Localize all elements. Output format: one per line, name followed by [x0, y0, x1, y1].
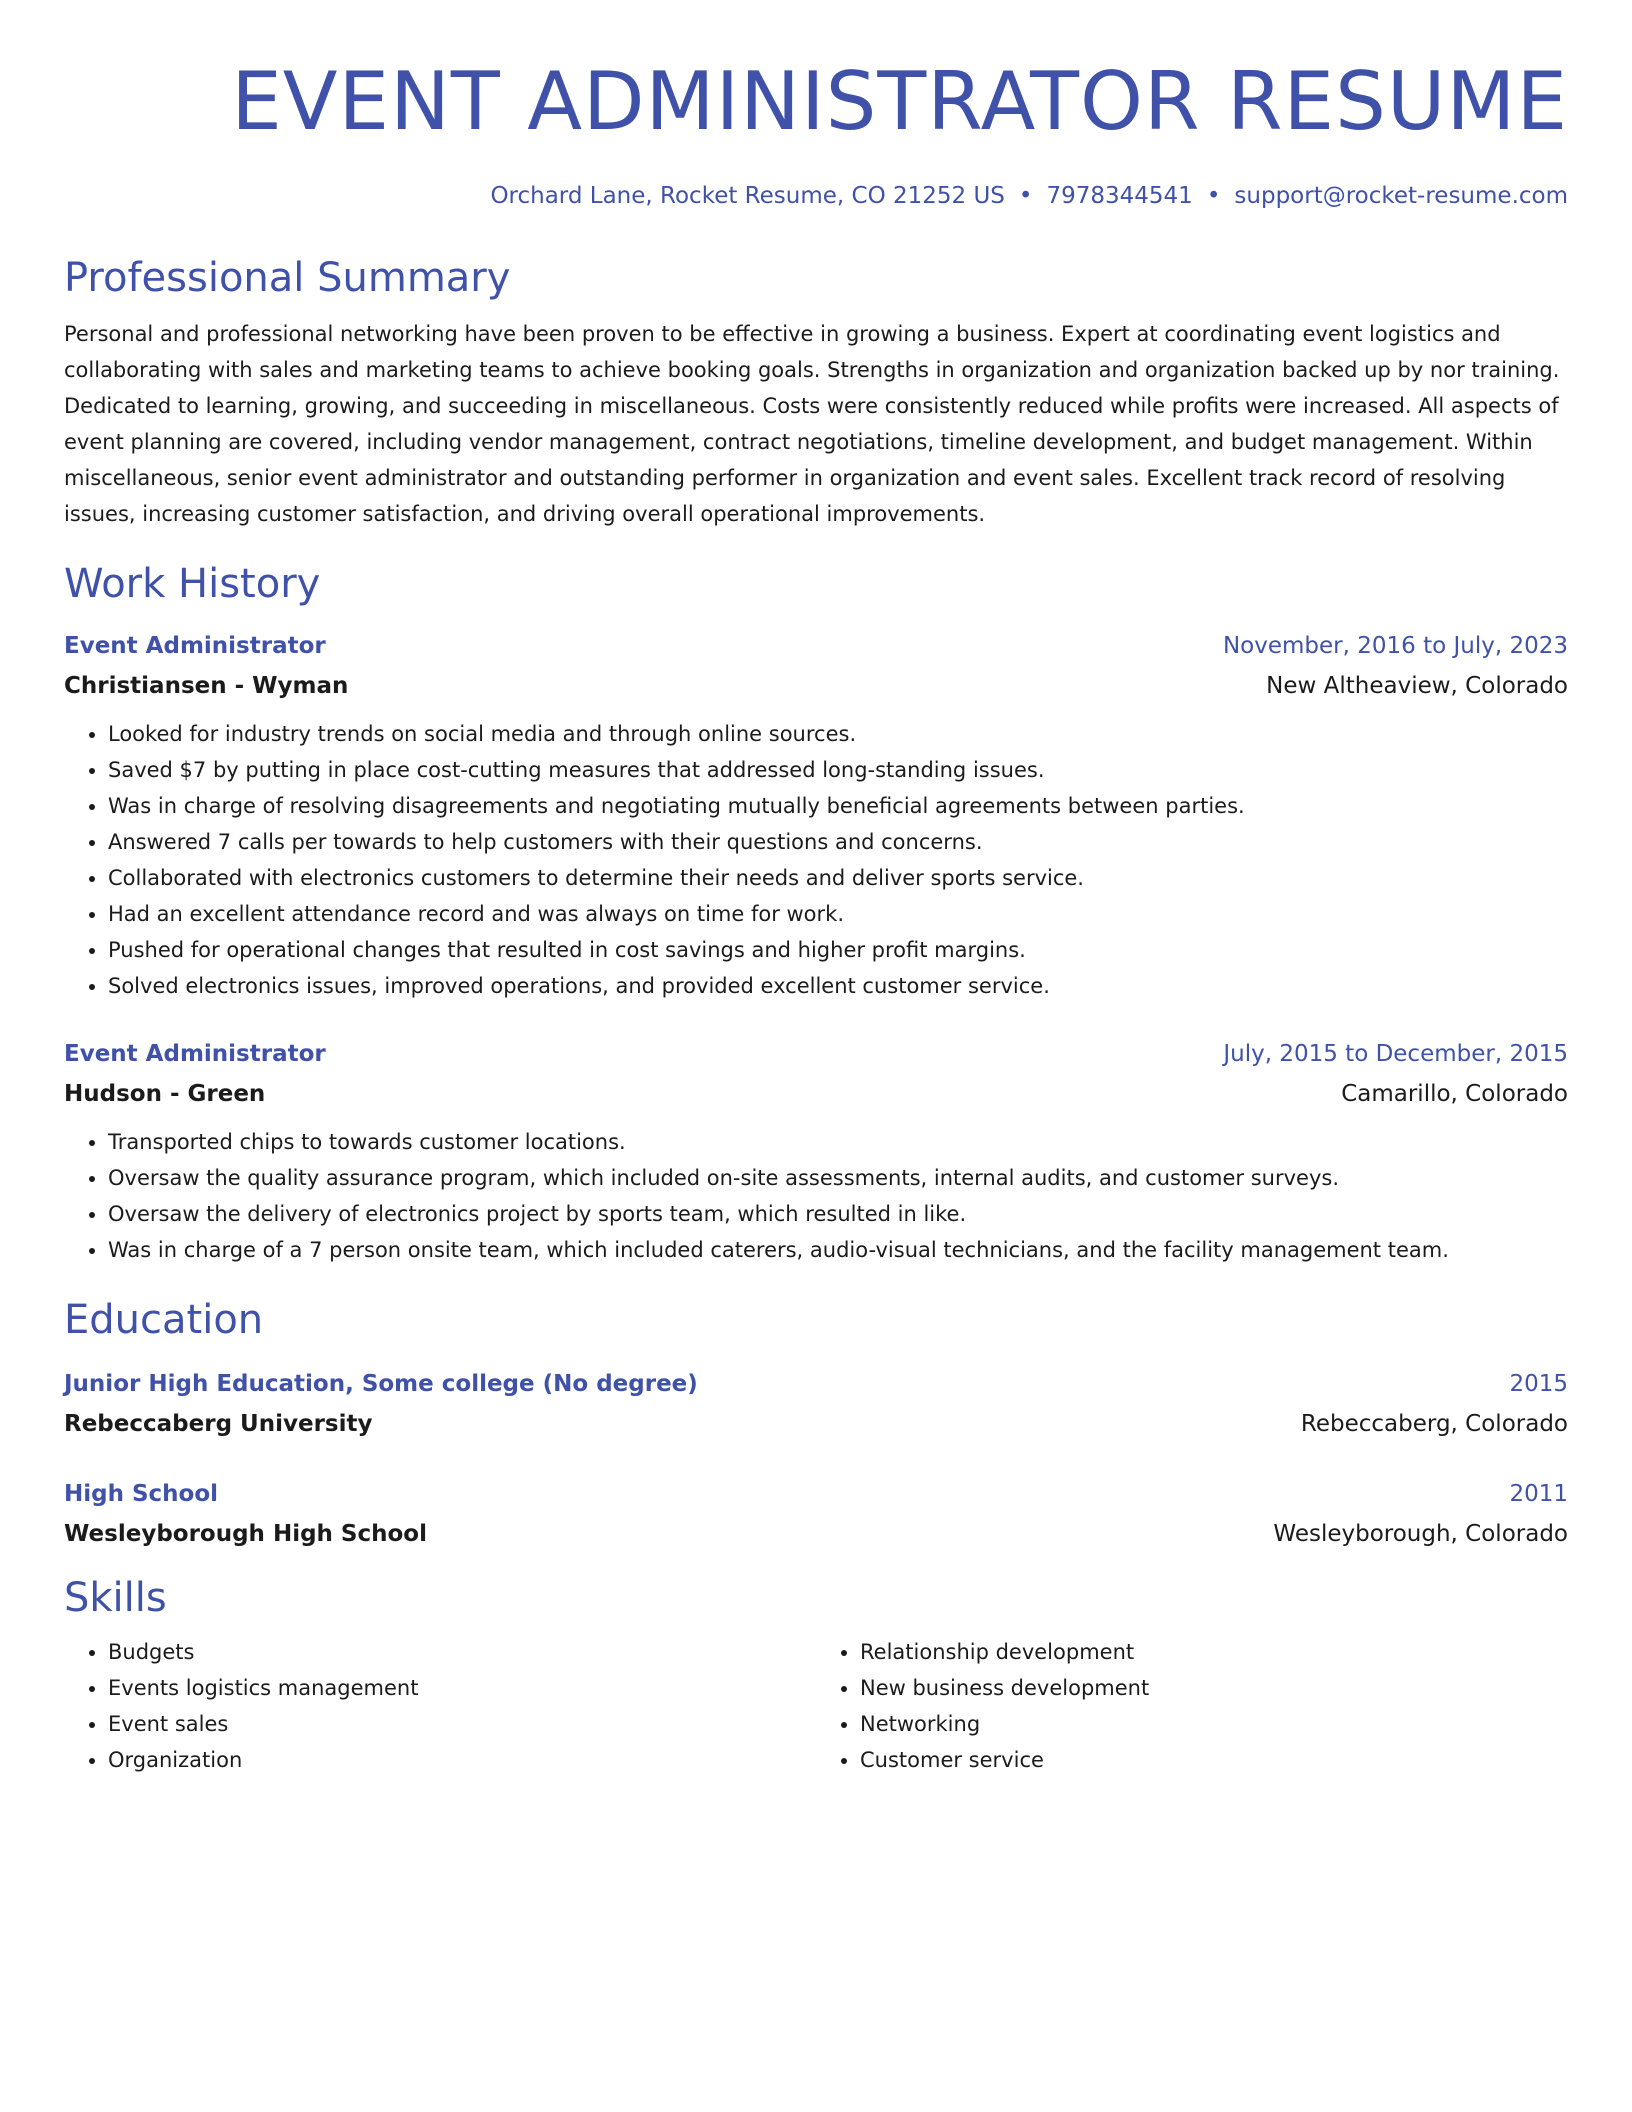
job-bullets [64, 1124, 1568, 1268]
education-entry-subheader [64, 1514, 1568, 1554]
skill-item: • Networking [860, 1706, 1568, 1742]
contact-email: support@rocket-resume.com [1234, 183, 1568, 209]
education-year: 2011 [1509, 1481, 1568, 1507]
skills-heading: Skills [64, 1575, 167, 1621]
summary-heading: Professional Summary [64, 255, 511, 301]
work-entry [64, 1034, 1568, 1268]
job-bullet: • Collaborated with electronics customers to determine their needs and deliver sports service. [108, 860, 1568, 896]
skills-column-right [816, 1634, 1568, 1778]
resume-header [64, 50, 1568, 212]
skill-item: • Budgets [108, 1634, 816, 1670]
education-entry-subheader [64, 1404, 1568, 1444]
education-location: Rebeccaberg, Colorado [1300, 1411, 1568, 1437]
job-position: Event Administrator [64, 633, 326, 659]
education-year: 2015 [1509, 1371, 1568, 1397]
job-company: Christiansen - Wyman [64, 673, 349, 699]
job-location: Camarillo, Colorado [1341, 1081, 1568, 1107]
education-degree: High School [64, 1481, 219, 1507]
resume-title: EVENT ADMINISTRATOR RESUME [231, 55, 1568, 148]
work-entry-subheader [64, 666, 1568, 706]
work-entry-header [64, 626, 1568, 666]
job-bullet: • Answered 7 calls per towards to help customers with their questions and concerns. [108, 824, 1568, 860]
job-bullet: • Transported chips to towards customer locations. [108, 1124, 1568, 1160]
job-position: Event Administrator [64, 1041, 326, 1067]
contact-line [64, 180, 1568, 212]
work-entry-header [64, 1034, 1568, 1074]
education-heading: Education [64, 1297, 264, 1343]
skill-item: • Organization [108, 1742, 816, 1778]
job-dates: July, 2015 to December, 2015 [1223, 1041, 1568, 1067]
education-entry-header [64, 1474, 1568, 1514]
education-entry [64, 1474, 1568, 1554]
job-bullet: • Was in charge of resolving disagreements and negotiating mutually beneficial agreements between parties. [108, 788, 1568, 824]
job-bullet: • Had an excellent attendance record and was always on time for work. [108, 896, 1568, 932]
job-bullet: • Pushed for operational changes that resulted in cost savings and higher profit margins. [108, 932, 1568, 968]
work-history-heading: Work History [64, 561, 321, 607]
job-location: New Altheaview, Colorado [1266, 673, 1568, 699]
job-bullet: • Oversaw the delivery of electronics project by sports team, which resulted in like. [108, 1196, 1568, 1232]
job-bullet: • Was in charge of a 7 person onsite team, which included caterers, audio-visual technicians, and the facility management team. [108, 1232, 1568, 1268]
education-entry [64, 1364, 1568, 1444]
education-entry-header [64, 1364, 1568, 1404]
contact-separator: • [1206, 183, 1221, 209]
job-bullet: • Solved electronics issues, improved operations, and provided excellent customer service. [108, 968, 1568, 1004]
contact-separator: • [1018, 183, 1033, 209]
skill-item: • Events logistics management [108, 1670, 816, 1706]
work-entry [64, 626, 1568, 1004]
education-degree: Junior High Education, Some college (No degree) [64, 1371, 698, 1397]
skill-item: • Event sales [108, 1706, 816, 1742]
education-school: Wesleyborough High School [64, 1521, 427, 1547]
contact-phone: 7978344541 [1046, 183, 1193, 209]
job-bullet: • Oversaw the quality assurance program, which included on-site assessments, internal audits, and customer surveys. [108, 1160, 1568, 1196]
contact-address: Orchard Lane, Rocket Resume, CO 21252 US [490, 183, 1005, 209]
education-school: Rebeccaberg University [64, 1411, 373, 1437]
skill-item: • New business development [860, 1670, 1568, 1706]
job-bullets [64, 716, 1568, 1004]
job-dates: November, 2016 to July, 2023 [1222, 633, 1568, 659]
job-bullet: • Looked for industry trends on social media and through online sources. [108, 716, 1568, 752]
skills-column-left [64, 1634, 816, 1778]
education-location: Wesleyborough, Colorado [1273, 1521, 1568, 1547]
job-company: Hudson - Green [64, 1081, 266, 1107]
skill-item: • Relationship development [860, 1634, 1568, 1670]
skills-list [64, 1634, 1568, 1778]
work-entry-subheader [64, 1074, 1568, 1114]
skill-item: • Customer service [860, 1742, 1568, 1778]
summary-text: Personal and professional networking have been proven to be effective in growing a business. Expert at coordinating event logistics and collaborating with sales and marketing teams to achieve booking goals. Strengths in organization and organization backed up by nor training. Dedicated to learning, growing, and succeeding in miscellaneous. Costs were consistently reduced while profits were increased. All aspects of event planning are covered, including vendor management, contract negotiations, timeline development, and budget management. Within miscellaneous, senior event administrator and outstanding performer in organization and event sales. Excellent track record of resolving issues, increasing customer satisfaction, and driving overall operational improvements. [64, 322, 1560, 526]
job-bullet: • Saved $7 by putting in place cost-cutting measures that addressed long-standing issues. [108, 752, 1568, 788]
